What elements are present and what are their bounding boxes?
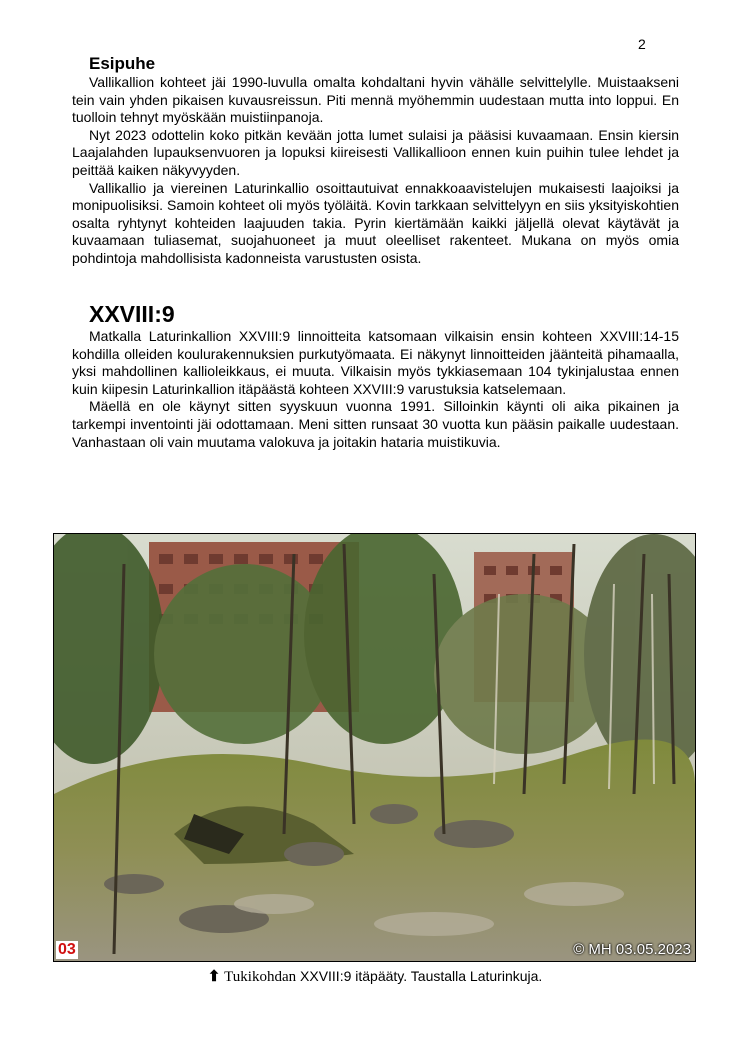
section-xxviii-9 [72,300,679,451]
photo-number: 03 [58,941,76,958]
intro-section [72,54,679,268]
page-number: 2 [638,36,646,52]
intro-paragraph-1: Vallikallion kohteet jäi 1990-luvulla omalta kohdaltani hyvin vähälle selvittelylle. Muistaakseni tein vain yhden pikaisen kuvausreissun. Piti mennä myöhemmin uudestaan mutta into loppui. En tuolloin tehnyt myöskään muistiinpanoja. [72,74,679,126]
photo-caption [0,967,750,986]
caption-prefix: Tukikohdan [224,969,297,985]
caption-text: XXVIII:9 itäpääty. Taustalla Laturinkuja. [300,968,543,984]
intro-paragraph-3: Vallikallio ja viereinen Laturinkallio osoittautuivat ennakkoaavistelujen mukaisesti laajoiksi ja monipuolisiksi. Samoin kohteet oli myös työläitä. Kovin tarkkaan selvittelyyn en siis yksityiskohtien osalta ryhtynyt kohteiden laajuuden takia. Pyrin kiertämään kaikki jäljellä olevat käytävät ja kuvaamaan tuliasemat, suojahuoneet ja muut oleelliset rakenteet. Mukana on myös omia pohdintoja mahdollisista kadonneista varustusten osista. [72,179,679,266]
section-paragraph-1: Matkalla Laturinkallion XXVIII:9 linnoitteita katsomaan vilkaisin ensin kohteen XXVIII:14-15 kohdilla olleiden koulurakennuksien purkutyömaata. Ei näkynyt linnoitteiden jäänteitä pihamaalla, yksi mahdollinen kallioleikkaus, ei muuta. Vilkaisin myös tykkiasemaan 104 tykinjalustaa ennen kuin kiipesin Laturinkallion itäpäästä kohteen XXVIII:9 varustuksia katselemaan. [72,328,679,397]
up-arrow-icon: ⬆ [207,968,221,985]
photo-credit: © MH 03.05.2023 [573,941,691,958]
intro-paragraph-2: Nyt 2023 odottelin koko pitkän kevään jotta lumet sulaisi ja pääsisi kuvaamaan. Ensin kiersin Laajalahden lupauksenvuoren ja lopuksi kiireisesti Vallikallioon ennen kuin puihin tulee lehdet ja peittää kaiken näkyvyyden. [72,126,679,178]
site-photo [53,533,696,962]
section-title: XXVIII:9 [89,301,175,327]
intro-title: Esipuhe [89,54,156,73]
photo-illustration [54,534,695,961]
section-paragraph-2: Mäellä en ole käynyt sitten syyskuun vuonna 1991. Silloinkin käynti oli aika pikainen ja tarkempi inventointi jäi odottamaan. Meni sitten runsaat 30 vuotta kun pääsin paikalle uudestaan. Vanhastaan oli vain muutama valokuva ja joitakin hataria muistikuvia. [72,398,679,450]
